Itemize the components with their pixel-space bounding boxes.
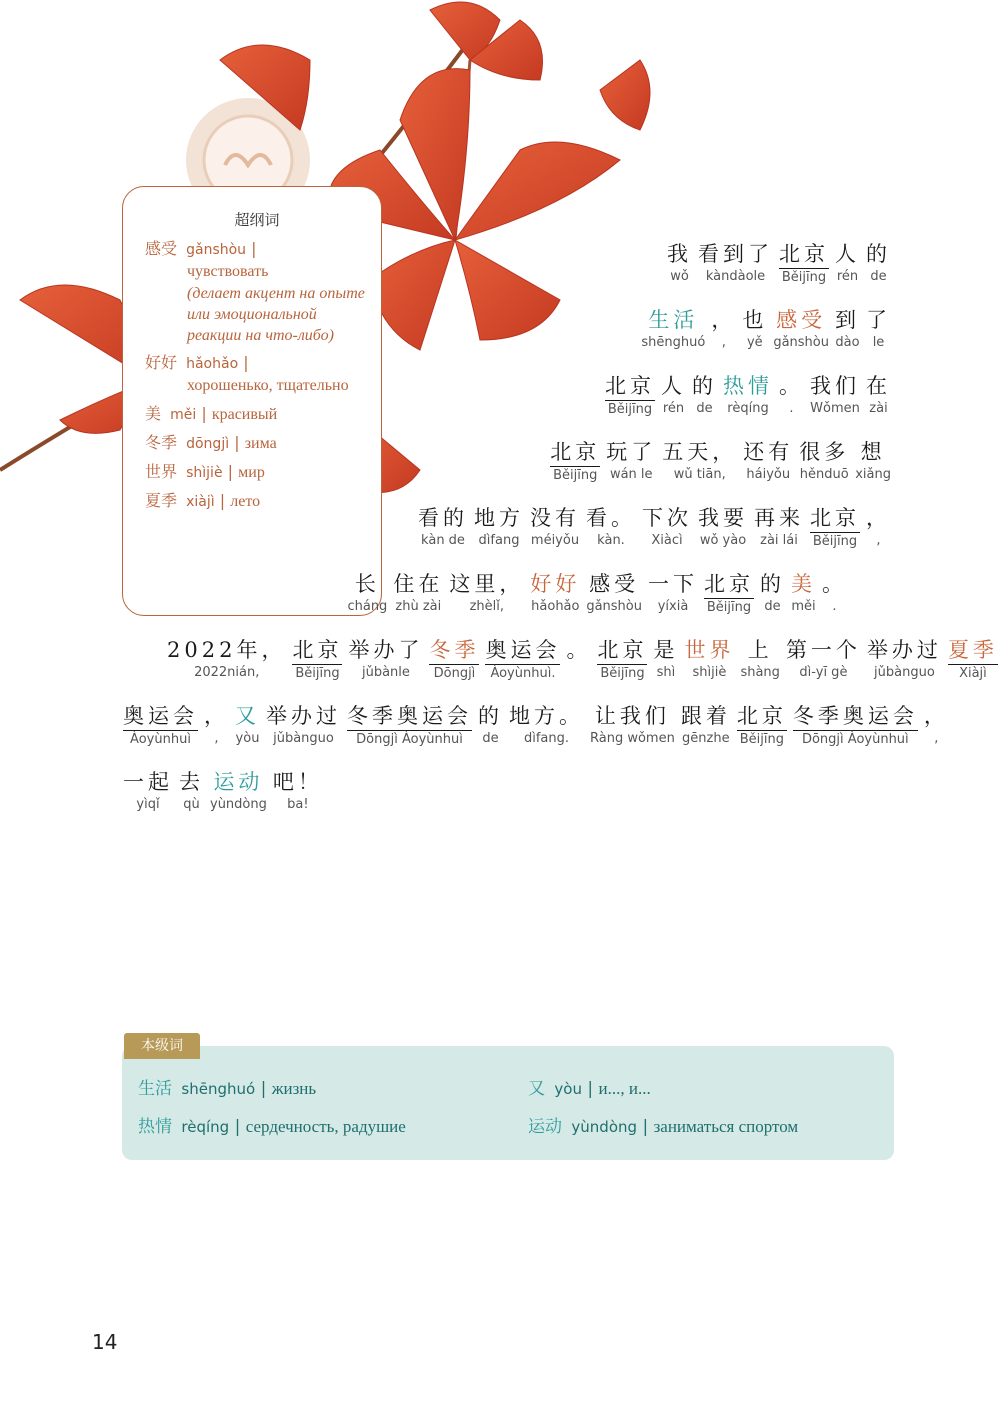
word-pinyin: dào [835,335,860,350]
vocab-hanzi: 世界 [145,462,178,481]
word-hanzi: 我要 [698,506,748,530]
vocab-pinyin: hǎohǎo [186,356,239,372]
word [866,306,891,352]
word-hanzi: 夏季 [948,636,998,665]
level-vocab-entry [528,1112,798,1137]
vocab-entry [145,432,369,455]
word-pinyin: rén [662,401,685,416]
word [866,504,891,550]
vocab-hanzi: 好好 [145,353,178,372]
word [235,702,260,748]
word [723,372,773,418]
vocab-definition: чувствовать [187,263,269,280]
word-hanzi: 北京 [779,240,829,269]
text-line [164,636,1000,683]
vocab-definition: заниматься спортом [653,1117,799,1136]
word-hanzi: 2022年， [167,638,287,662]
word-pinyin: háiyǒu [746,467,791,482]
word-hanzi: 到 [835,308,860,332]
word-hanzi: 看的 [418,506,468,530]
word-pinyin: rèqíng [727,401,769,416]
word [550,438,600,485]
word-hanzi: 。 [779,374,804,398]
vocab-definition: сердечность, радушие [245,1117,406,1136]
word-hanzi: 吧！ [272,770,323,794]
word-pinyin: , [721,335,726,350]
word [737,702,787,749]
word [418,504,468,550]
word-hanzi: 很多 [799,440,850,464]
vocab-definition: мир [238,464,265,481]
word [566,636,591,682]
word-hanzi: ， [204,704,229,728]
word-pinyin: de [482,731,499,746]
word-pinyin: yòu [235,731,260,746]
word [740,636,779,682]
word-pinyin: hěnduō [799,467,849,482]
word-hanzi: 地方。 [509,704,584,728]
word-hanzi: 上 [747,638,773,662]
word-hanzi: 。 [822,572,847,596]
text-line [547,438,894,485]
word [429,636,479,683]
vocab-entry [145,461,369,484]
vocab-entry [145,490,369,513]
vocab-pinyin: shēnghuó [181,1080,256,1098]
word-pinyin: shì [656,665,676,680]
word-pinyin: de [696,401,713,416]
vocab-definition: лето [230,493,261,510]
vocab-definition: зима [244,435,277,452]
word-pinyin: , [934,731,939,746]
word-pinyin: yìqǐ [136,797,160,812]
word-hanzi: 生活 [648,308,699,332]
word [866,240,891,286]
word [530,504,580,550]
word [266,702,341,748]
word-hanzi: 冬季奥运会 [793,702,918,731]
word-hanzi: 地方 [474,506,524,530]
vocab-entry [145,352,369,397]
word [779,372,804,418]
word-pinyin: le [872,335,885,350]
word-hanzi: 五天， [662,440,738,464]
word [485,636,560,683]
word-pinyin: shàng [740,665,780,680]
word [642,504,692,550]
word-pinyin: měi [791,599,816,614]
word-hanzi: 北京 [292,636,342,665]
word-hanzi: 没有 [530,506,580,530]
word-hanzi: 了 [866,308,891,332]
word [698,504,748,550]
word-pinyin: yě [746,335,763,350]
word-hanzi: 的 [478,704,503,728]
word-hanzi: 看。 [586,506,636,530]
word-pinyin: Xiàjì [959,666,987,681]
word-pinyin: wán le [609,467,653,482]
word-hanzi: 跟着 [680,704,731,728]
word-pinyin: dìfang [478,533,520,548]
word-pinyin: kàn de [421,533,465,548]
word [530,570,580,616]
word-pinyin: jǔbànguo [273,731,334,746]
word-hanzi: 北京 [704,570,754,599]
vocab-definition: красивый [211,406,278,423]
word-hanzi: 去 [179,770,204,794]
word-hanzi: 举办过 [266,704,341,728]
vocab-pinyin: xiàjì [186,494,215,510]
vocab-pinyin: shìjiè [186,465,223,481]
word-hanzi: 长 [354,572,380,596]
word [273,768,323,814]
word [597,636,647,683]
word [786,636,861,682]
vocab-hanzi: 美 [145,404,162,423]
word [681,702,731,748]
word [586,504,636,550]
word-pinyin: Běijīng [295,666,340,681]
word-pinyin: Ràng wǒmen [590,731,675,746]
word [509,702,584,748]
vocab-hanzi: 冬季 [145,433,178,452]
word-pinyin: zài lái [760,533,798,548]
word-hanzi: 在 [866,374,891,398]
level-vocab-panel [122,1046,894,1160]
word-pinyin: , [214,731,219,746]
word-hanzi: 这里， [449,572,525,596]
word-hanzi: 第一个 [785,638,861,662]
word-hanzi: ， [923,704,949,728]
word [586,570,642,616]
word [684,636,734,682]
word-pinyin: Dōngjì [433,666,476,681]
vocab-pinyin: dōngjì [186,436,230,452]
word [348,636,423,682]
word-hanzi: 举办了 [348,638,424,662]
text-line [638,306,894,352]
word-hanzi: 还有 [743,440,794,464]
word [653,636,678,682]
vocab-separator: | [234,1117,241,1137]
word [711,306,736,352]
word [478,702,503,748]
vocab-hanzi: 夏季 [145,491,178,510]
word [810,372,860,418]
word-pinyin: hǎohǎo [531,599,580,614]
page-number: 14 [92,1330,118,1354]
word-hanzi: 也 [742,308,768,332]
word-pinyin: de [870,269,887,284]
word [692,372,717,418]
text-line [120,768,326,814]
word [123,768,173,814]
word-pinyin: gēnzhe [682,731,730,746]
word-pinyin: dì-yī gè [799,665,848,680]
word-hanzi: 是 [653,638,679,662]
word-hanzi: 北京 [810,504,860,533]
word-pinyin: yíxià [657,599,689,614]
word-hanzi: 一下 [648,572,698,596]
word-pinyin: xiǎng [855,467,891,482]
word-pinyin: qù [183,797,200,812]
word [449,570,524,616]
word-hanzi: 的 [760,572,785,596]
word-pinyin: Běijīng [812,534,858,549]
word-hanzi: 举办过 [866,638,942,662]
word-hanzi: ， [866,506,891,530]
word-hanzi: 想 [860,440,886,464]
word-hanzi: 我 [667,242,692,266]
word-pinyin: Dōngjì Àoyùnhuì [356,732,463,747]
word [641,306,705,352]
word-hanzi: 北京 [597,636,647,665]
word [791,570,816,616]
word [835,240,860,286]
word-pinyin: de [764,599,781,614]
word-pinyin: Dōngjì Àoyùnhuì [801,732,909,747]
vocab-definition: хорошенько, тщательно [187,377,349,394]
word [866,372,891,418]
word-pinyin: . [789,401,794,416]
word [347,702,472,749]
word [167,636,286,682]
word-hanzi: 奥运会 [485,636,560,665]
vocab-entry [145,403,369,426]
word-hanzi: 的 [692,374,717,398]
word [754,504,804,550]
word-hanzi: 世界 [684,638,735,662]
word-hanzi: 美 [791,572,816,596]
supra-vocab-box [122,186,382,616]
word [743,438,793,484]
word-pinyin: , [876,533,881,548]
word-pinyin: wǔ tiān, [673,467,726,482]
vocab-pinyin: rèqíng [181,1118,230,1136]
vocab-separator: | [227,462,234,481]
word-pinyin: gǎnshòu [586,599,642,614]
vocab-pinyin: yòu [554,1080,582,1098]
word-hanzi: 。 [566,638,592,662]
word-hanzi: 让我们 [594,704,670,728]
word-pinyin [566,664,591,682]
supra-vocab-title: 超纲词 [234,211,280,229]
word-pinyin: Běijīng [553,468,598,483]
word-pinyin: shēnghuó [641,335,706,350]
word-pinyin: wǒ [670,269,689,284]
word [779,240,829,287]
word-pinyin: zhù zài [395,599,442,614]
word [948,636,998,683]
word [704,570,754,617]
word-hanzi: 感受 [776,308,827,332]
vocab-separator: | [260,1079,267,1099]
word-pinyin: kàn. [597,533,625,548]
vocab-hanzi: 热情 [138,1117,172,1137]
text-line [602,372,894,419]
text-line [664,240,894,287]
vocab-separator: | [251,239,257,258]
word-pinyin: shìjiè [692,665,727,680]
level-vocab-entry [138,1112,406,1137]
word [924,702,949,748]
word-pinyin: jǔbànle [361,665,410,680]
word-hanzi: 我们 [810,374,860,398]
word [347,570,387,616]
word-pinyin: Běijīng [600,666,645,681]
word [867,636,942,682]
vocab-separator: | [234,433,240,452]
word [661,372,686,418]
word [760,570,785,616]
word-hanzi: 看到了 [698,242,773,266]
word-hanzi: 人 [835,242,860,266]
word-pinyin: zhèlǐ, [469,599,505,614]
word-hanzi: ， [711,308,737,332]
level-vocab-entry [528,1074,651,1099]
word [810,504,860,551]
word-hanzi: 奥运会 [123,702,198,731]
word-pinyin: zài [869,401,888,416]
level-vocab-entry [138,1074,316,1099]
word-hanzi: 北京 [550,438,600,467]
word-pinyin: Àoyùnhuì [130,732,191,747]
word-hanzi: 一起 [123,770,173,794]
word [822,570,847,616]
word [605,372,655,419]
word [662,438,737,484]
word-pinyin: dìfang. [523,731,570,746]
word-hanzi: 热情 [723,374,773,398]
vocab-hanzi: 生活 [138,1079,172,1099]
vocab-entry [145,238,369,346]
word-hanzi: 感受 [589,572,640,596]
word [179,768,204,814]
word-pinyin: Běijīng [781,270,827,285]
word-hanzi: 好好 [530,572,581,596]
word-hanzi: 住在 [393,572,444,596]
text-line [120,702,952,749]
word-hanzi: 再来 [754,506,804,530]
word [210,768,267,814]
word-pinyin: Àoyùnhuì. [490,666,556,681]
word [799,438,849,484]
vocab-pinyin: gǎnshòu [186,242,247,258]
word [667,240,692,286]
vocab-note: (делает акцент на опыте или эмоциональной реакции на что-либо) [187,285,365,344]
word-pinyin: jǔbànguo [874,665,935,680]
word-pinyin: ba! [287,797,309,812]
word-hanzi: 运动 [213,770,264,794]
word-pinyin: Xiàcì [651,533,683,548]
word-pinyin: Běijīng [607,402,653,417]
word-hanzi: 人 [661,374,686,398]
word-pinyin: . [832,599,837,614]
vocab-hanzi: 又 [528,1079,545,1099]
vocab-separator: | [243,353,249,372]
word-hanzi: 冬季奥运会 [347,702,472,731]
word-hanzi: 下次 [642,506,692,530]
word-hanzi: 北京 [737,702,787,731]
word [698,240,773,286]
word-pinyin: Běijīng [739,732,784,747]
word-pinyin: 2022nián, [194,665,260,680]
word-pinyin: Běijīng [706,600,752,615]
word [606,438,656,484]
word [648,570,698,616]
word-pinyin: kàndàole [705,269,766,284]
vocab-hanzi: 感受 [145,239,178,258]
word-pinyin: Wǒmen [810,401,860,416]
word-pinyin: rén [836,269,859,284]
word-hanzi: 玩了 [606,440,657,464]
text-line [344,570,850,617]
word [292,636,342,683]
word [773,306,829,352]
word [393,570,443,616]
word [474,504,524,550]
word-pinyin: cháng [347,599,388,614]
word-pinyin: gǎnshòu [773,335,829,350]
word-pinyin: wǒ yào [699,533,747,548]
word [123,702,198,749]
vocab-definition: жизнь [271,1079,317,1098]
word [204,702,229,748]
vocab-pinyin: měi [170,407,197,423]
word [855,438,891,484]
word-pinyin: yùndòng [210,797,267,812]
word [793,702,918,749]
word [590,702,675,748]
vocab-separator: | [587,1079,594,1099]
text-line [415,504,894,551]
word [835,306,860,352]
vocab-hanzi: 运动 [528,1117,562,1137]
vocab-pinyin: yùndòng [571,1118,638,1136]
level-vocab-tag: 本级词 [124,1033,200,1059]
word-pinyin: méiyǒu [530,533,580,548]
vocab-definition: и..., и... [598,1079,651,1098]
word-hanzi: 北京 [605,372,655,401]
word-hanzi: 的 [866,242,891,266]
word [742,306,767,352]
vocab-separator: | [642,1117,649,1137]
vocab-separator: | [219,491,226,510]
word-hanzi: 又 [235,704,260,728]
vocab-separator: | [201,404,207,423]
word-hanzi: 冬季 [429,636,479,665]
